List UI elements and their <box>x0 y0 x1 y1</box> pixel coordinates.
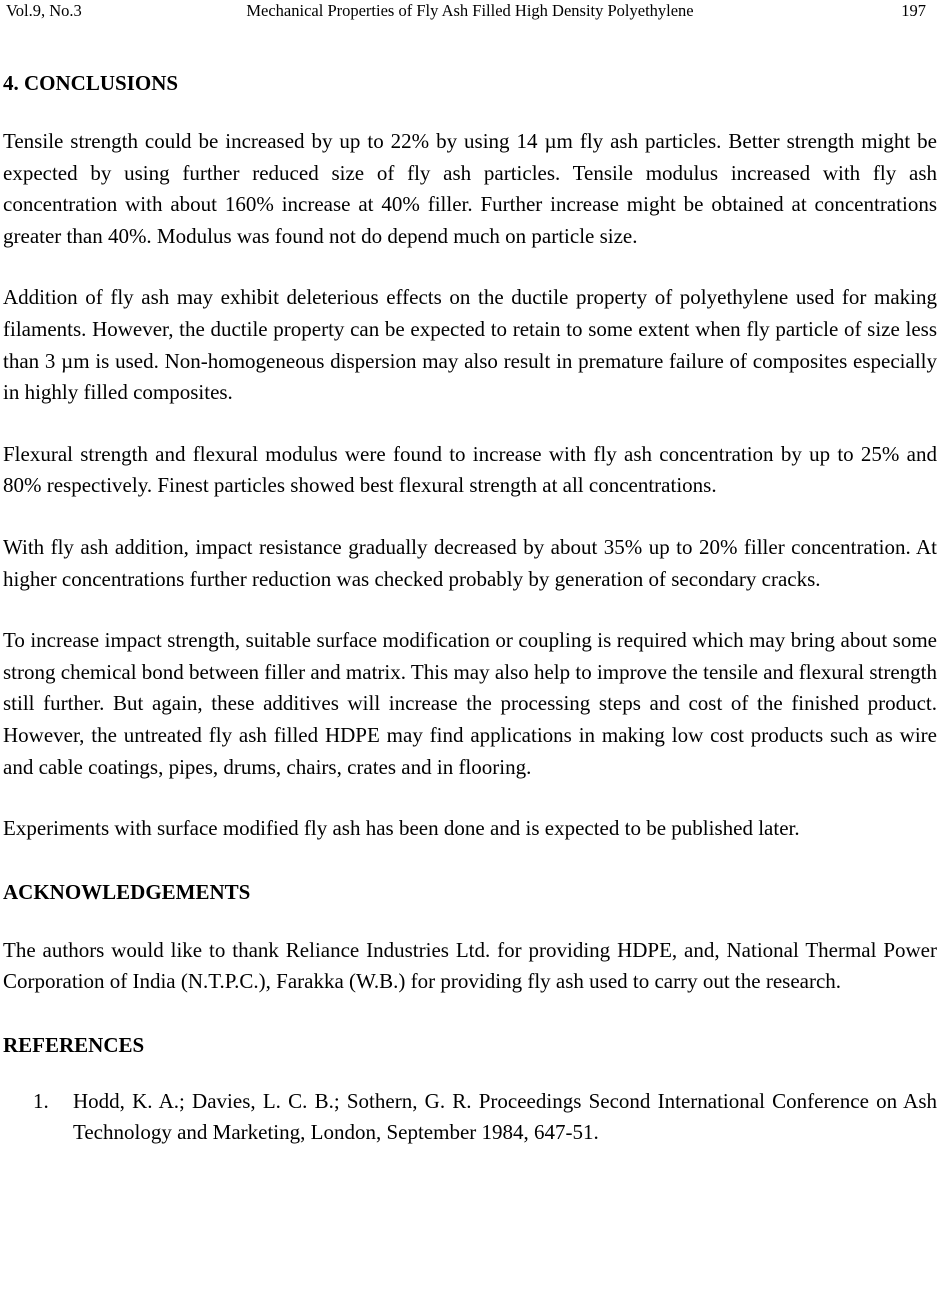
acknowledgements-section <box>3 879 937 998</box>
acknowledgements-text: The authors would like to thank Reliance Industries Ltd. for providing HDPE, and, National Thermal Power Corporation of India (N.T.P.C.), Farakka (W.B.) for providing fly ash used to carry out the research. <box>3 937 937 994</box>
acknowledgements-heading: ACKNOWLEDGEMENTS <box>3 879 251 904</box>
references-list <box>3 1086 937 1149</box>
conclusions-paragraph-1: Tensile strength could be increased by up to 22% by using 14 µm fly ash particles. Better strength might be expected by using further reduced size of fly ash particles. Tensile modulus increased with fly ash concentration with about 160% increase at 40% filler. Further increase might be obtained at concentrations greater than 40%. Modulus was found not do depend much on particle size. <box>3 129 937 248</box>
conclusions-paragraph-3: Flexural strength and flexural modulus were found to increase with fly ash concentration by up to 25% and 80% respectively. Finest particles showed best flexural strength at all concentrations. <box>3 441 937 498</box>
conclusions-heading: 4. CONCLUSIONS <box>3 71 179 95</box>
reference-item <box>3 1086 937 1149</box>
conclusions-paragraph-2: Addition of fly ash may exhibit deleterious effects on the ductile property of polyethylene used for making filaments. However, the ductile property can be expected to retain to some extent when fly particle of size less than 3 µm is used. Non-homogeneous dispersion may also result in premature failure of composites especially in highly filled composites. <box>3 285 937 405</box>
running-header <box>3 0 937 40</box>
conclusions-section <box>3 70 937 845</box>
running-title: Mechanical Properties of Fly Ash Filled High Density Polyethylene <box>246 1 694 20</box>
conclusions-paragraph-5: To increase impact strength, suitable surface modification or coupling is required which may bring about some strong chemical bond between filler and matrix. This may also help to improve the tensile and flexural strength still further. But again, these additives will increase the processing steps and cost of the finished product. However, the untreated fly ash filled HDPE may find applications in making low cost products such as wire and cable coatings, pipes, drums, chairs, crates and in flooring. <box>3 628 937 779</box>
conclusions-paragraph-6: Experiments with surface modified fly ash has been done and is expected to be published later. <box>3 816 800 841</box>
references-section <box>3 1032 937 1149</box>
journal-volume: Vol.9, No.3 <box>6 1 82 20</box>
conclusions-paragraph-4: With fly ash addition, impact resistance gradually decreased by about 35% up to 20% filler concentration. At higher concentrations further reduction was checked probably by generation of secondary cracks. <box>3 534 937 591</box>
page-number: 197 <box>901 1 926 20</box>
reference-text: Hodd, K. A.; Davies, L. C. B.; Sothern, G. R. Proceedings Second International Conference on Ash Technology and Marketing, London, September 1984, 647-51. <box>73 1088 937 1145</box>
reference-number: 1. <box>33 1088 49 1113</box>
references-heading: REFERENCES <box>3 1032 145 1057</box>
